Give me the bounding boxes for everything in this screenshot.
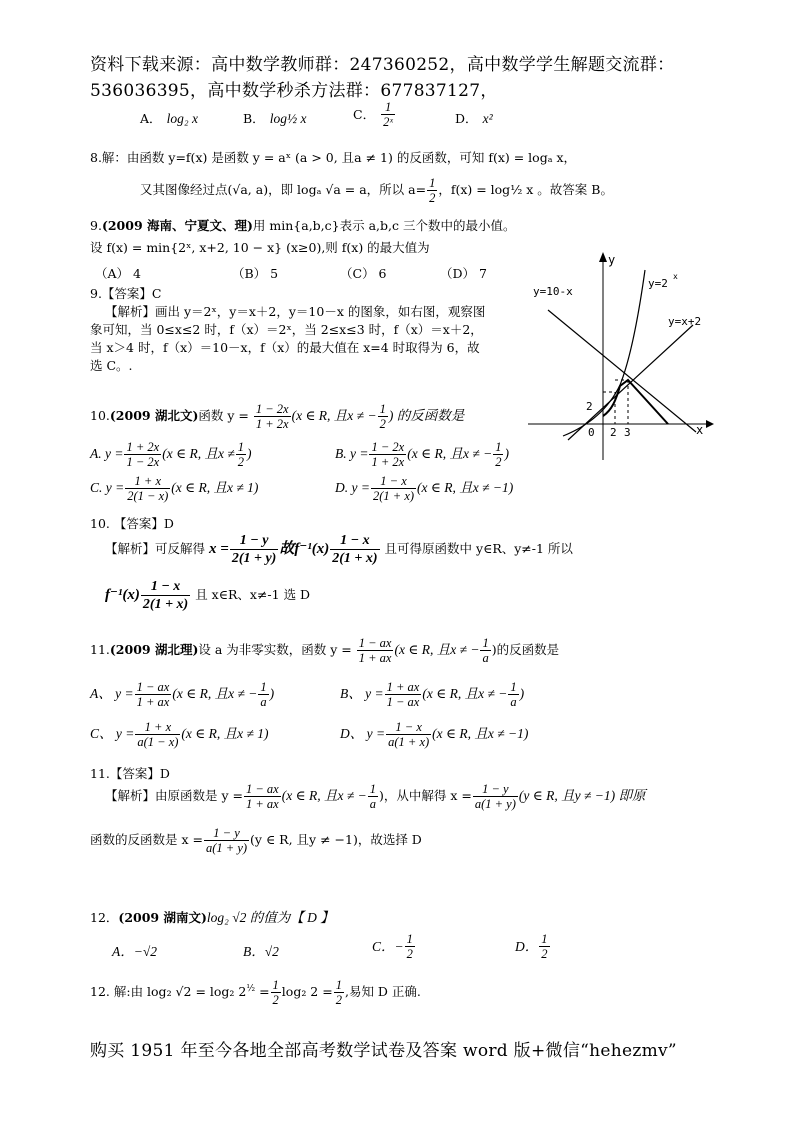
frac-den: a xyxy=(260,695,267,709)
q12-title xyxy=(90,906,334,926)
tick-x-2: 2 xyxy=(610,426,617,439)
frac-num: 1 xyxy=(335,978,342,992)
frac-den: 2 xyxy=(429,191,436,205)
frac-den: 1 + 2x xyxy=(371,455,405,469)
q9-exp-4: 选 C。. xyxy=(90,358,133,373)
label-2-pow-x: y=2 xyxy=(648,277,668,290)
label-x: x xyxy=(696,423,704,437)
opt-cond: (x ∈ R, 且x ≠ − xyxy=(407,446,493,461)
q11-post: )的反函数是 xyxy=(491,642,560,657)
frac-num: 1 − 2x xyxy=(371,440,405,454)
header-line-1: 资料下载来源：高中数学教师群：247360252，高中数学学生解题交流群： xyxy=(90,55,675,75)
q10-cond-frac xyxy=(378,402,388,431)
frac-num: 1 xyxy=(237,440,244,454)
frac-den: 2 xyxy=(237,455,244,469)
frac-num: 1 xyxy=(272,978,279,992)
q9-opt-a: （A） 4 xyxy=(95,266,141,281)
exp-frac-3 xyxy=(141,578,190,613)
frac-den: a xyxy=(510,695,517,709)
sol-frac-1 xyxy=(271,978,281,1007)
q11-opt-b xyxy=(340,680,524,709)
q12-opt-c xyxy=(372,932,416,961)
sol-mid: log₂ 2 = xyxy=(281,984,333,999)
opt-label: C．− xyxy=(372,939,404,954)
q11-pre: 设 a 为非零实数，函数 y = xyxy=(198,642,352,657)
opt-cond: (x ∈ R, 且x ≠ −1) xyxy=(417,480,514,495)
frac-den: 1 + 2x xyxy=(255,417,289,431)
frac-den: 2 xyxy=(379,417,386,431)
q7-opt-c-label: C． xyxy=(353,107,376,122)
q8-line-1: 8.解：由函数 y=f(x) 是函数 y = aˣ (a > 0, 且a ≠ 1) 的反函数，可知 f(x) = logₐ x， xyxy=(90,150,577,165)
frac-num: 1 − 2x xyxy=(255,402,289,416)
opt-end: ) xyxy=(504,446,509,461)
opt-cond-frac xyxy=(508,680,518,709)
frac-den: a(1 − x) xyxy=(137,735,179,749)
q10-opt-d xyxy=(335,474,513,503)
frac-num: 1 + ax xyxy=(386,680,420,694)
frac-den: 2 xyxy=(335,993,342,1007)
frac-den: 2 xyxy=(272,993,279,1007)
exp2-frac xyxy=(204,826,249,855)
opt-frac xyxy=(135,680,172,709)
opt-frac xyxy=(369,440,406,469)
q8-text-b: ，f(x) = log½ x 。故答案 B。 xyxy=(438,182,613,197)
opt-label: A. y = xyxy=(90,446,124,461)
opt-frac xyxy=(135,720,180,749)
sol-exp: ½ xyxy=(246,983,256,994)
exp-frac xyxy=(230,532,279,567)
line-10-minus-x xyxy=(548,310,696,432)
label-x-plus-2: y=x+2 xyxy=(668,315,702,328)
q11-cond-frac xyxy=(480,636,490,665)
frac-num: 1 xyxy=(482,636,489,650)
label-2-pow-x-exp: x xyxy=(673,272,678,281)
opt-frac xyxy=(386,720,431,749)
sol-frac-2 xyxy=(334,978,344,1007)
opt-end: ) xyxy=(246,446,252,461)
frac-num: 1 xyxy=(541,932,548,946)
frac-num: 1 − x xyxy=(371,474,416,489)
opt-cond: (x ∈ R, 且x ≠ xyxy=(162,446,235,461)
q10-opt-b xyxy=(335,440,509,469)
frac-num: 1 − y xyxy=(230,532,279,550)
q12-opt-b: B．√2 xyxy=(243,944,279,959)
q10-title xyxy=(90,402,464,431)
frac-num: 1 xyxy=(260,680,267,694)
frac-den: 1 + ax xyxy=(245,797,279,811)
q7-opt-d-label: D． xyxy=(455,111,478,126)
frac-num: 1 + x xyxy=(125,474,170,489)
q11-number: 11. xyxy=(90,642,110,657)
tick-y-2: 2 xyxy=(586,400,593,413)
exp-f: f⁻¹(x) xyxy=(105,587,140,603)
frac-den: 1 + ax xyxy=(358,651,392,665)
q9-exp-3: 当 x＞4 时，f（x）＝10－x，f（x）的最大值在 x=4 时取得为 6，故 xyxy=(90,340,480,355)
q9-title-text: 用 min{a,b,c}表示 a,b,c 三个数中的最小值。 xyxy=(252,218,516,233)
frac-den: 1 − ax xyxy=(386,695,420,709)
q7-option-b xyxy=(243,108,307,127)
opt-label: D. y = xyxy=(335,480,370,495)
opt-cond: (x ∈ R, 且x ≠ − xyxy=(172,686,258,701)
q11-cond: (x ∈ R, 且x ≠ − xyxy=(394,642,480,657)
opt-label: B. y = xyxy=(335,446,369,461)
q8-line-2 xyxy=(140,176,613,205)
opt-end: ) xyxy=(519,686,525,701)
exp2-post: (y ∈ R, 且y ≠ −1)，故选择 D xyxy=(250,832,422,847)
q7-options xyxy=(140,108,198,127)
q7-opt-d: x² xyxy=(482,111,493,126)
frac-den: a xyxy=(369,797,376,811)
q11-opt-a xyxy=(90,680,274,709)
q11-func-frac xyxy=(357,636,394,665)
frac-num: 1 − x xyxy=(386,720,431,735)
opt-frac xyxy=(539,932,549,961)
q10-source: (2009 湖北文) xyxy=(109,408,199,423)
frac-num: 1 + x xyxy=(135,720,180,735)
frac-num: 1 − ax xyxy=(136,680,170,694)
q10-post: ) 的反函数是 xyxy=(388,408,465,423)
q7-option-c xyxy=(353,100,396,129)
q10-answer: 10. 【答案】D xyxy=(90,516,174,531)
min-curve xyxy=(603,380,668,424)
frac-den: 2 xyxy=(406,947,413,961)
q7-opt-b: log½ x xyxy=(269,111,307,126)
q9-number: 9. xyxy=(90,218,102,233)
opt-frac xyxy=(385,680,422,709)
frac-num: 1 xyxy=(510,680,517,694)
frac-num: 1 − x xyxy=(330,532,379,550)
opt-cond: (x ∈ R, 且x ≠ − xyxy=(422,686,508,701)
opt-cond-frac xyxy=(258,680,268,709)
frac-num: 1 xyxy=(495,440,502,454)
exp-x: x = xyxy=(209,541,229,557)
frac-den: a xyxy=(482,651,489,665)
opt-frac xyxy=(124,440,161,469)
opt-frac xyxy=(405,932,415,961)
footer-note: 购买 1951 年至今各地全部高考数学试卷及答案 word 版+微信“hehezmv” xyxy=(90,1041,677,1061)
q9-opt-d: （D） 7 xyxy=(440,266,487,281)
curve-2-pow-x xyxy=(563,270,645,436)
frac-den: a(1 + y) xyxy=(205,841,248,855)
q10-func-frac xyxy=(254,402,291,431)
frac-num: 1 − y xyxy=(204,826,249,841)
q12-source: (2009 湖南文) xyxy=(118,910,207,925)
frac-num: 1 − ax xyxy=(358,636,392,650)
q9-exp-2: 象可知，当 0≤x≤2 时，f（x）＝2ˣ，当 2≤x≤3 时，f（x）＝x＋2， xyxy=(90,322,483,337)
q12-opt-a: A．−√2 xyxy=(112,944,158,959)
exp-pre: 【解析】由原函数是 y = xyxy=(105,788,243,803)
opt-frac xyxy=(125,474,170,503)
frac-den: 2ˣ xyxy=(383,115,393,129)
q12-number: 12． xyxy=(90,910,119,925)
opt-label: C. y = xyxy=(90,480,125,495)
exp-frac-2 xyxy=(330,532,379,567)
exp-cond-frac xyxy=(368,782,378,811)
exp-frac-2 xyxy=(473,782,518,811)
sol-pre: 12. 解:由 log₂ √2 = log₂ 2 xyxy=(90,984,247,999)
exp-frac xyxy=(244,782,281,811)
q9-exp-1: 【解析】画出 y＝2ˣ，y＝x＋2，y＝10－x 的图象，如右图，观察图 xyxy=(105,304,486,319)
opt-label: D． xyxy=(515,939,539,954)
exp-post: (y ∈ R, 且y ≠ −1) 即原 xyxy=(518,788,646,803)
frac-den: 2(1 + x) xyxy=(332,551,378,566)
opt-cond-frac xyxy=(493,440,503,469)
opt-label: C、 y = xyxy=(90,726,135,741)
frac-den: 2(1 − x) xyxy=(127,489,169,503)
q10-pre: 函数 y = xyxy=(198,408,249,423)
frac-den: 1 − 2x xyxy=(126,455,160,469)
q10-exp-1 xyxy=(105,532,573,567)
sol-eq: = xyxy=(255,984,270,999)
q7-option-d xyxy=(455,108,493,127)
label-10-minus-x: y=10-x xyxy=(533,285,573,298)
opt-frac xyxy=(371,474,416,503)
q11-exp-2 xyxy=(90,826,422,855)
frac-num: 1 + 2x xyxy=(126,440,160,454)
y-axis-arrow-icon xyxy=(599,252,607,262)
q12-opt-d xyxy=(515,932,551,961)
exp-post: 且 x∈R、x≠-1 选 D xyxy=(195,587,311,602)
frac-den: 1 + ax xyxy=(136,695,170,709)
q11-exp-1 xyxy=(105,782,646,811)
frac-num: 1 − ax xyxy=(245,782,279,796)
exp2-pre: 函数的反函数是 x = xyxy=(90,832,203,847)
q10-exp-2 xyxy=(105,578,310,613)
q8-text-a: 又其图像经过点(√a, a)，即 logₐ √a = a，所以 a= xyxy=(140,182,427,197)
frac-num: 1 xyxy=(379,402,386,416)
q9-answer: 9.【答案】C xyxy=(90,286,162,301)
frac-num: 1 xyxy=(369,782,376,796)
opt-cond: (x ∈ R, 且x ≠ 1) xyxy=(181,726,269,741)
x-axis-arrow-icon xyxy=(706,420,714,428)
q11-answer: 11.【答案】D xyxy=(90,766,170,781)
q10-number: 10. xyxy=(90,408,110,423)
q9-opt-b: （B） 5 xyxy=(232,266,279,281)
q12-expr: log₂ √2 的值为【 D 】 xyxy=(206,910,334,925)
q11-title xyxy=(90,636,559,665)
q10-cond: (x ∈ R, 且x ≠ − xyxy=(291,408,377,423)
tick-x-3: 3 xyxy=(624,426,631,439)
frac-den: 2(1 + y) xyxy=(231,551,277,566)
frac-den: a(1 + x) xyxy=(388,735,430,749)
q7-opt-b-label: B． xyxy=(243,111,265,126)
frac-den: 2(1 + x) xyxy=(142,597,189,612)
frac-den: 2 xyxy=(495,455,502,469)
frac-num: 1 xyxy=(381,100,395,115)
opt-cond: (x ∈ R, 且x ≠ −1) xyxy=(432,726,529,741)
q9-source: (2009 海南、宁夏文、理) xyxy=(101,218,253,233)
opt-label: D、 y = xyxy=(340,726,386,741)
opt-cond: (x ∈ R, 且x ≠ 1) xyxy=(171,480,259,495)
q7-opt-c-frac xyxy=(381,100,395,129)
q9-line-2: 设 f(x) = min{2ˣ, x+2, 10 − x} (x≥0),则 f(x) 的最大值为 xyxy=(90,240,430,255)
function-graph xyxy=(528,250,718,460)
frac-num: 1 xyxy=(429,176,436,190)
opt-cond-frac xyxy=(236,440,246,469)
opt-end: ) xyxy=(269,686,275,701)
frac-num: 1 − y xyxy=(473,782,518,797)
q8-half xyxy=(427,176,437,205)
frac-num: 1 − x xyxy=(141,578,190,596)
exp-mid: 且可得原函数中 y∈R、y≠-1 所以 xyxy=(384,541,573,556)
q7-opt-a-label: A． xyxy=(140,111,162,126)
q11-opt-c xyxy=(90,720,269,749)
q11-opt-d xyxy=(340,720,528,749)
sol-post: ,易知 D 正确. xyxy=(344,984,421,999)
header-line-2: 536036395，高中数学秒杀方法群：677837127， xyxy=(90,81,498,101)
tick-origin: 0 xyxy=(588,426,595,439)
exp-gu: 故f⁻¹(x) xyxy=(279,541,330,557)
exp-cond: (x ∈ R, 且x ≠ − xyxy=(281,788,367,803)
frac-den: a(1 + y) xyxy=(474,797,516,811)
exp-pre: 【解析】可反解得 xyxy=(105,541,206,556)
exp-mid: )，从中解得 x = xyxy=(378,788,472,803)
q11-source: (2009 湖北理) xyxy=(109,642,199,657)
label-y: y xyxy=(608,253,616,267)
q10-opt-c xyxy=(90,474,258,503)
q9-title xyxy=(90,216,515,234)
opt-label: A、 y = xyxy=(90,686,134,701)
frac-num: 1 xyxy=(406,932,413,946)
q7-opt-a: log₂ x xyxy=(166,111,198,126)
frac-den: 2(1 + x) xyxy=(372,489,415,503)
q10-opt-a xyxy=(90,440,251,469)
q12-solution xyxy=(90,978,421,1007)
frac-den: 2 xyxy=(541,947,548,961)
q9-opt-c: （C） 6 xyxy=(340,266,387,281)
opt-label: B、 y = xyxy=(340,686,384,701)
